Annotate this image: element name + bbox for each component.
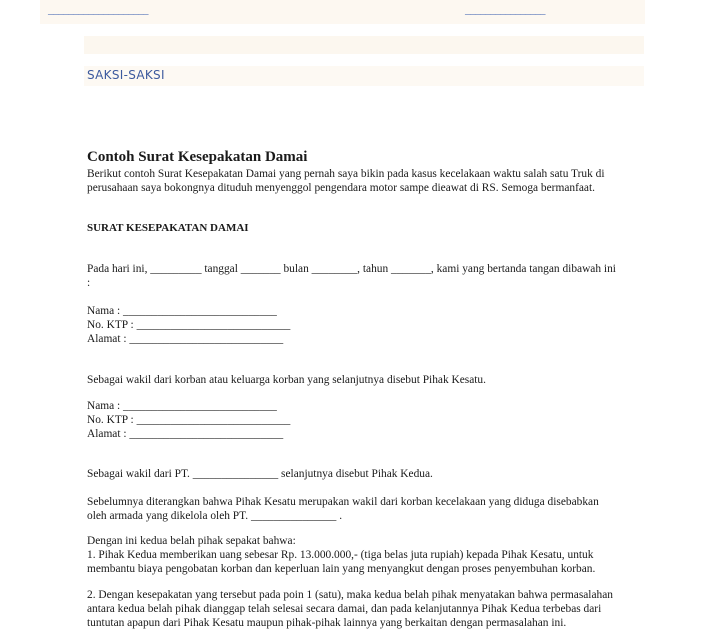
header-band-2 xyxy=(84,36,644,54)
intro-line-2: perusahaan saya bokongnya dituduh menyenggol pengendara motor sampe dieawat di RS. Semoga bermanfaat. xyxy=(87,182,596,194)
point1-line-2: membantu biaya pengobatan korban dan keperluan lain yang menyangkut dengan proses penyembuhan korban. xyxy=(87,563,596,575)
party1-name: Nama : ___________________________ xyxy=(87,305,277,317)
opening-line-2: : xyxy=(87,277,91,289)
point1-line-1: 1. Pihak Kedua memberikan uang sebesar Rp. 13.000.000,- (tiga belas juta rupiah) kepada Pihak Kesatu, untuk xyxy=(87,549,594,561)
letter-title: SURAT KESEPAKATAN DAMAI xyxy=(87,222,249,234)
point2-line-1: 2. Dengan kesepakatan yang tersebut pada poin 1 (satu), maka kedua belah pihak menyatakan bahwa permasalahan xyxy=(87,589,613,601)
party1-address: Alamat : ___________________________ xyxy=(87,333,284,345)
section-band xyxy=(84,66,644,86)
signature-line-right: ________________ xyxy=(465,4,545,16)
party1-role: Sebagai wakil dari korban atau keluarga korban yang selanjutnya disebut Pihak Kesatu. xyxy=(87,374,486,386)
opening-line-1: Pada hari ini, _________ tanggal _______ bulan ________, tahun _______, kami yang bertanda tangan dibawah ini xyxy=(87,263,616,275)
party2-ktp: No. KTP : ___________________________ xyxy=(87,414,291,426)
party2-address: Alamat : ___________________________ xyxy=(87,428,284,440)
preamble-line-2: oleh armada yang dikelola oleh PT. _______________ . xyxy=(87,510,343,522)
party1-ktp: No. KTP : ___________________________ xyxy=(87,319,291,331)
preamble-line-1: Sebelumnya diterangkan bahwa Pihak Kesatu merupakan wakil dari korban kecelakaan yang diduga disebabkan xyxy=(87,496,599,508)
point2-line-3: tuntutan apapun dari Pihak Kesatu maupun pihak-pihak lainnya yang berkaitan dengan permasalahan ini. xyxy=(87,617,567,629)
document-title: Contoh Surat Kesepakatan Damai xyxy=(87,149,308,165)
signature-line-left: ____________________ xyxy=(48,4,148,16)
intro-line-1: Berikut contoh Surat Kesepakatan Damai yang pernah saya bikin pada kasus kecelakaan waktu salah satu Truk di xyxy=(87,168,605,180)
section-title-saksi: SAKSI-SAKSI xyxy=(87,68,165,82)
agreement-intro: Dengan ini kedua belah pihak sepakat bahwa: xyxy=(87,535,296,547)
party2-role: Sebagai wakil dari PT. _______________ selanjutnya disebut Pihak Kedua. xyxy=(87,468,433,480)
party2-name: Nama : ___________________________ xyxy=(87,400,277,412)
point2-line-2: antara kedua belah pihak dianggap telah selesai secara damai, dan pada kelanjutannya Pihak Kedua terbebas dari xyxy=(87,603,602,615)
